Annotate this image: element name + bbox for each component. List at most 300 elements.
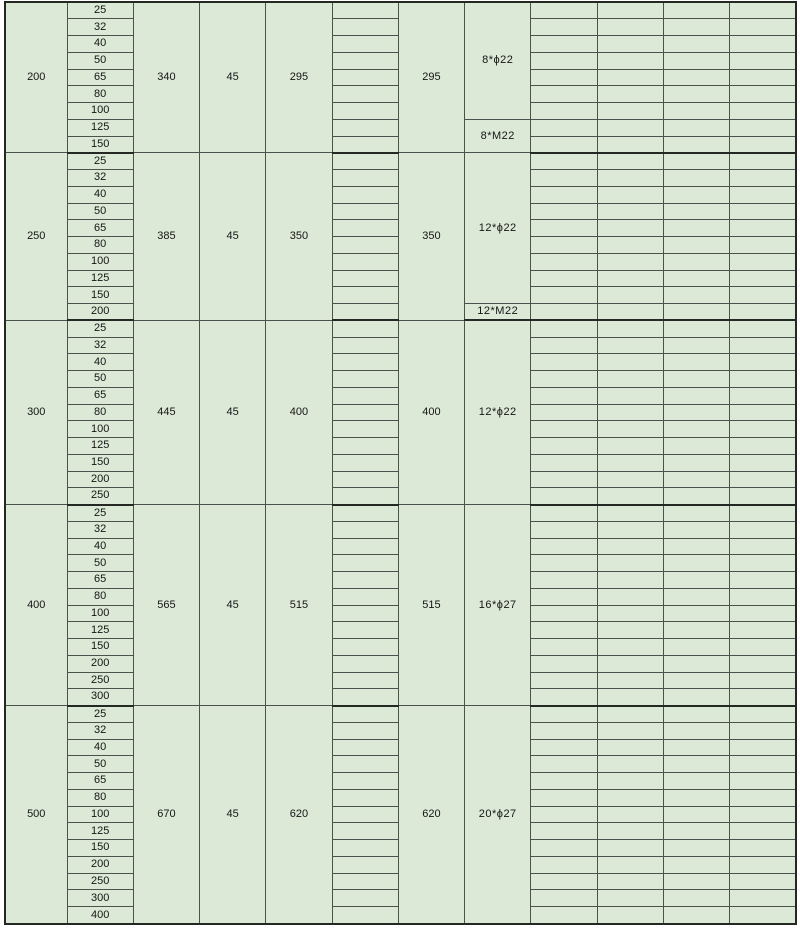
empty-cell [531,672,597,689]
empty-cell [332,103,398,120]
empty-cell [531,52,597,69]
empty-cell [730,103,796,120]
empty-cell [730,320,796,337]
empty-cell [332,555,398,572]
empty-cell [531,36,597,53]
empty-cell [332,387,398,404]
empty-cell [332,19,398,36]
empty-cell [332,588,398,605]
merged-value-cell: 445 [133,320,199,504]
table-body [5,2,796,924]
empty-cell [730,622,796,639]
empty-cell [531,153,597,170]
empty-cell [730,689,796,706]
nominal-size-cell: 250 [5,153,67,321]
empty-cell [332,655,398,672]
empty-cell [663,773,729,790]
sub-size-cell: 40 [67,739,133,756]
sub-size-cell: 80 [67,588,133,605]
empty-cell [597,304,663,321]
empty-cell [332,505,398,522]
empty-cell [730,873,796,890]
sub-size-cell: 32 [67,19,133,36]
empty-cell [663,840,729,857]
empty-cell [332,605,398,622]
sub-size-cell: 100 [67,421,133,438]
bolt-spec-cell: 16*ϕ27 [465,505,531,706]
merged-value-cell: 340 [133,2,199,153]
sub-size-cell: 125 [67,622,133,639]
sub-size-cell: 250 [67,672,133,689]
empty-cell [597,739,663,756]
sub-size-cell: 125 [67,270,133,287]
sub-size-cell: 150 [67,136,133,153]
empty-cell [597,555,663,572]
empty-cell [597,622,663,639]
empty-cell [531,605,597,622]
empty-cell [597,907,663,925]
empty-cell [663,505,729,522]
empty-cell [597,186,663,203]
empty-cell [531,2,597,19]
empty-cell [332,237,398,254]
empty-cell [663,706,729,723]
table-row [5,2,796,19]
empty-cell [730,672,796,689]
empty-cell [663,186,729,203]
empty-cell [663,153,729,170]
empty-cell [597,387,663,404]
empty-cell [597,588,663,605]
sub-size-cell: 100 [67,253,133,270]
empty-cell [332,521,398,538]
empty-cell [597,890,663,907]
bolt-spec-cell: 8*ϕ22 [465,2,531,119]
empty-cell [332,270,398,287]
empty-cell [531,86,597,103]
empty-cell [597,220,663,237]
empty-cell [663,404,729,421]
empty-cell [332,823,398,840]
empty-cell [531,270,597,287]
empty-cell [531,488,597,505]
empty-cell [730,856,796,873]
sub-size-cell: 125 [67,119,133,136]
empty-cell [531,505,597,522]
bolt-spec-cell: 12*M22 [465,304,531,321]
empty-cell [730,823,796,840]
empty-cell [730,337,796,354]
empty-cell [597,706,663,723]
empty-cell [332,320,398,337]
sub-size-cell: 32 [67,521,133,538]
table-row [5,320,796,337]
empty-cell [663,421,729,438]
empty-cell [663,253,729,270]
empty-cell [730,253,796,270]
empty-cell [730,639,796,656]
empty-cell [663,689,729,706]
empty-cell [597,86,663,103]
empty-cell [663,789,729,806]
merged-value-cell: 670 [133,706,199,925]
empty-cell [597,170,663,187]
empty-cell [730,387,796,404]
empty-cell [597,404,663,421]
empty-cell [531,823,597,840]
empty-cell [531,689,597,706]
sub-size-cell: 200 [67,471,133,488]
empty-cell [332,538,398,555]
empty-cell [597,287,663,304]
spec-sheet [4,1,797,925]
empty-cell [531,471,597,488]
empty-cell [730,404,796,421]
sub-size-cell: 25 [67,706,133,723]
empty-cell [332,873,398,890]
sub-size-cell: 300 [67,890,133,907]
empty-cell [332,371,398,388]
empty-cell [663,890,729,907]
empty-cell [663,907,729,925]
empty-cell [531,287,597,304]
empty-cell [332,52,398,69]
bolt-spec-cell: 12*ϕ22 [465,320,531,504]
empty-cell [597,52,663,69]
empty-cell [597,856,663,873]
empty-cell [531,320,597,337]
empty-cell [597,454,663,471]
empty-cell [730,756,796,773]
empty-cell [663,304,729,321]
empty-cell [730,907,796,925]
sub-size-cell: 40 [67,36,133,53]
empty-cell [663,806,729,823]
sub-size-cell: 80 [67,237,133,254]
empty-cell [332,672,398,689]
empty-cell [597,371,663,388]
empty-cell [730,454,796,471]
empty-cell [531,354,597,371]
empty-cell [730,555,796,572]
empty-cell [332,806,398,823]
empty-cell [332,840,398,857]
empty-cell [597,119,663,136]
empty-cell [597,237,663,254]
empty-cell [332,337,398,354]
sub-size-cell: 65 [67,220,133,237]
empty-cell [597,722,663,739]
empty-cell [531,186,597,203]
empty-cell [730,170,796,187]
empty-cell [531,421,597,438]
empty-cell [663,538,729,555]
empty-cell [332,304,398,321]
empty-cell [663,103,729,120]
sub-size-cell: 25 [67,505,133,522]
empty-cell [730,471,796,488]
empty-cell [332,203,398,220]
empty-cell [332,454,398,471]
empty-cell [663,873,729,890]
empty-cell [663,337,729,354]
empty-cell [332,404,398,421]
empty-cell [597,689,663,706]
empty-cell [730,521,796,538]
empty-cell [730,270,796,287]
empty-cell [597,2,663,19]
empty-cell [730,488,796,505]
empty-cell [332,354,398,371]
empty-cell [531,806,597,823]
empty-cell [332,2,398,19]
empty-cell [597,639,663,656]
empty-cell [332,622,398,639]
empty-cell [730,655,796,672]
sub-size-cell: 300 [67,689,133,706]
empty-cell [597,354,663,371]
empty-cell [531,136,597,153]
empty-cell [663,823,729,840]
merged-value-cell: 45 [200,2,266,153]
empty-cell [730,186,796,203]
merged-value-cell: 350 [398,153,464,321]
empty-cell [730,220,796,237]
merged-value-cell: 385 [133,153,199,321]
merged-value-cell: 45 [200,153,266,321]
empty-cell [663,856,729,873]
empty-cell [332,856,398,873]
empty-cell [531,237,597,254]
merged-value-cell: 400 [398,320,464,504]
sub-size-cell: 65 [67,572,133,589]
empty-cell [332,890,398,907]
empty-cell [663,136,729,153]
empty-cell [663,69,729,86]
empty-cell [531,19,597,36]
empty-cell [531,220,597,237]
sub-size-cell: 200 [67,655,133,672]
nominal-size-cell: 500 [5,706,67,925]
sub-size-cell: 32 [67,722,133,739]
empty-cell [531,588,597,605]
empty-cell [597,806,663,823]
empty-cell [730,739,796,756]
empty-cell [531,454,597,471]
empty-cell [332,186,398,203]
empty-cell [663,170,729,187]
bolt-spec-cell: 8*M22 [465,119,531,153]
empty-cell [730,52,796,69]
empty-cell [597,471,663,488]
empty-cell [332,689,398,706]
empty-cell [663,555,729,572]
empty-cell [730,136,796,153]
empty-cell [663,270,729,287]
empty-cell [597,572,663,589]
empty-cell [597,840,663,857]
sub-size-cell: 50 [67,756,133,773]
empty-cell [531,639,597,656]
empty-cell [730,2,796,19]
merged-value-cell: 45 [200,706,266,925]
nominal-size-cell: 200 [5,2,67,153]
sub-size-cell: 125 [67,823,133,840]
empty-cell [663,371,729,388]
empty-cell [663,454,729,471]
empty-cell [730,572,796,589]
empty-cell [730,119,796,136]
empty-cell [531,203,597,220]
empty-cell [332,69,398,86]
empty-cell [730,203,796,220]
empty-cell [663,36,729,53]
empty-cell [730,371,796,388]
empty-cell [730,69,796,86]
empty-cell [531,706,597,723]
empty-cell [597,672,663,689]
empty-cell [531,890,597,907]
empty-cell [531,304,597,321]
empty-cell [730,86,796,103]
empty-cell [730,706,796,723]
empty-cell [663,639,729,656]
sub-size-cell: 80 [67,789,133,806]
empty-cell [531,119,597,136]
empty-cell [332,907,398,925]
merged-value-cell: 350 [266,153,332,321]
sub-size-cell: 200 [67,304,133,321]
empty-cell [663,521,729,538]
empty-cell [332,488,398,505]
empty-cell [597,19,663,36]
sub-size-cell: 250 [67,873,133,890]
empty-cell [663,756,729,773]
empty-cell [730,19,796,36]
empty-cell [597,421,663,438]
sub-size-cell: 50 [67,203,133,220]
nominal-size-cell: 300 [5,320,67,504]
empty-cell [332,253,398,270]
empty-cell [730,237,796,254]
empty-cell [332,86,398,103]
empty-cell [730,438,796,455]
empty-cell [730,890,796,907]
empty-cell [597,521,663,538]
empty-cell [332,36,398,53]
sub-size-cell: 150 [67,840,133,857]
merged-value-cell: 295 [398,2,464,153]
empty-cell [332,220,398,237]
empty-cell [531,337,597,354]
sub-size-cell: 100 [67,806,133,823]
empty-cell [730,153,796,170]
empty-cell [730,538,796,555]
empty-cell [597,823,663,840]
empty-cell [663,19,729,36]
empty-cell [531,69,597,86]
sub-size-cell: 150 [67,639,133,656]
empty-cell [663,86,729,103]
empty-cell [597,873,663,890]
empty-cell [531,538,597,555]
empty-cell [730,354,796,371]
empty-cell [663,655,729,672]
sub-size-cell: 80 [67,404,133,421]
empty-cell [730,304,796,321]
empty-cell [597,103,663,120]
empty-cell [332,287,398,304]
empty-cell [597,756,663,773]
empty-cell [663,203,729,220]
table-row [5,505,796,522]
sub-size-cell: 400 [67,907,133,925]
empty-cell [663,320,729,337]
sub-size-cell: 125 [67,438,133,455]
empty-cell [663,287,729,304]
empty-cell [730,722,796,739]
empty-cell [597,505,663,522]
empty-cell [332,421,398,438]
empty-cell [332,572,398,589]
sub-size-cell: 100 [67,605,133,622]
empty-cell [332,153,398,170]
empty-cell [531,371,597,388]
sub-size-cell: 100 [67,103,133,120]
empty-cell [597,773,663,790]
empty-cell [663,220,729,237]
empty-cell [332,438,398,455]
merged-value-cell: 295 [266,2,332,153]
sub-size-cell: 25 [67,153,133,170]
empty-cell [332,471,398,488]
empty-cell [597,605,663,622]
empty-cell [730,421,796,438]
empty-cell [597,270,663,287]
empty-cell [531,739,597,756]
bolt-spec-cell: 20*ϕ27 [465,706,531,925]
empty-cell [531,873,597,890]
empty-cell [332,136,398,153]
empty-cell [531,856,597,873]
sub-size-cell: 50 [67,371,133,388]
empty-cell [663,237,729,254]
empty-cell [663,588,729,605]
sub-size-cell: 200 [67,856,133,873]
empty-cell [663,119,729,136]
empty-cell [531,253,597,270]
empty-cell [531,555,597,572]
sub-size-cell: 40 [67,354,133,371]
table-row [5,153,796,170]
sub-size-cell: 40 [67,186,133,203]
empty-cell [730,773,796,790]
sub-size-cell: 65 [67,773,133,790]
empty-cell [597,153,663,170]
merged-value-cell: 515 [266,505,332,706]
empty-cell [663,354,729,371]
merged-value-cell: 400 [266,320,332,504]
empty-cell [663,387,729,404]
empty-cell [531,103,597,120]
empty-cell [531,907,597,925]
empty-cell [332,639,398,656]
merged-value-cell: 620 [398,706,464,925]
empty-cell [332,773,398,790]
empty-cell [730,840,796,857]
empty-cell [730,789,796,806]
merged-value-cell: 620 [266,706,332,925]
